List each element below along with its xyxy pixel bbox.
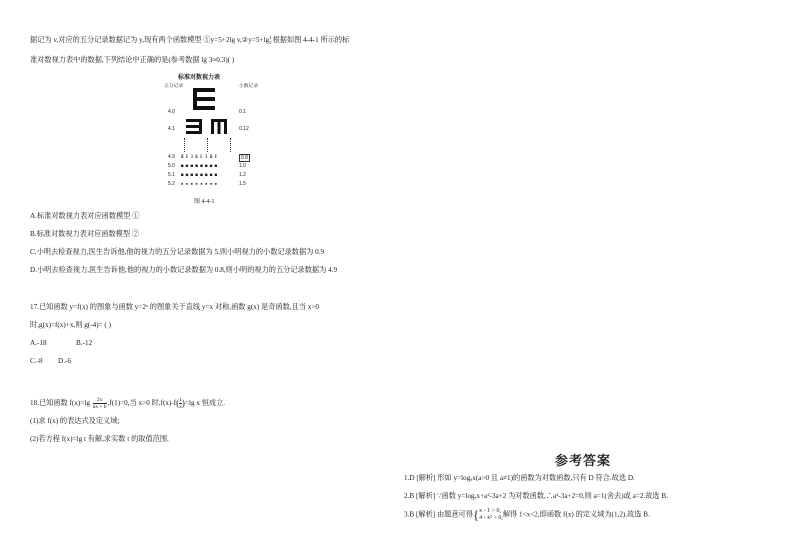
system-line-1: x - 1 > 0, bbox=[479, 508, 502, 514]
right-value: 0.1 bbox=[239, 109, 246, 115]
q18-paren-den: x bbox=[179, 404, 182, 410]
answer-1: 1.D [解析] 形如 y=logₐx(a>0 且 a≠1)的函数为对数函数,只有 D 符合.故选 D. bbox=[404, 474, 635, 482]
small-e-row: ■■■■■■■■ bbox=[181, 163, 220, 168]
q16-option-a: A.标准对数视力表对应函数模型 ① bbox=[30, 212, 140, 220]
eye-chart-figure bbox=[160, 72, 260, 205]
q17-option-a: A.-18 bbox=[30, 339, 47, 347]
right-value: 0.12 bbox=[239, 126, 249, 132]
q16-line1 bbox=[30, 36, 349, 46]
left-value: 4.9 bbox=[168, 154, 175, 160]
q16-option-b: B.标准对数视力表对应函数模型 ② bbox=[30, 230, 140, 238]
q18-frac-den: ax + b bbox=[92, 404, 107, 410]
q18-line1-pre: 18.已知函数 f(x)=lg bbox=[30, 399, 90, 408]
q16-frac-den: v bbox=[269, 41, 272, 46]
q17-option-c: C.-8 bbox=[30, 357, 43, 365]
q18-line1-mid: ,f(1)=0,当 x>0 时,f(x)-f bbox=[107, 399, 177, 408]
left-value: 5.1 bbox=[168, 172, 175, 178]
q18-right-paren: ) bbox=[181, 398, 185, 408]
q18-paren-num: 1 bbox=[179, 397, 182, 403]
small-e-row: ШЕЗШЕЗШЕ bbox=[181, 154, 220, 159]
q18-part1: (1)求 f(x) 的表达式及定义域; bbox=[30, 417, 120, 425]
q16-option-c: C.小明去检查视力,医生告诉他,他的视力的五分记录数据为 5,则小明视力的小数记录数据为 0.9 bbox=[30, 248, 325, 256]
eye-chart-left-label: 五分记录 bbox=[164, 84, 184, 89]
answer-3 bbox=[404, 508, 650, 521]
answer-2: 2.B [解析] ∵函数 y=logₐx+a²-3a+2 为对数函数,∴a²-3a+2=0,则 a=1(舍去)或 a=2.故选 B. bbox=[404, 492, 668, 500]
q16-frac-num: 1 bbox=[269, 36, 272, 41]
q18-line1-post: =lg x 恒成立. bbox=[184, 399, 226, 408]
q16-line2: 准对数视力表中的数据,下列结论中正确的是(参考数据 lg 3≈0.3)( ) bbox=[30, 56, 235, 64]
chart-dotted-line bbox=[230, 138, 232, 152]
e-symbol-left-facing bbox=[186, 119, 202, 134]
right-value: 1.2 bbox=[239, 172, 246, 178]
q18-part2: (2)若方程 f(x)=lg t 有解,求实数 t 的取值范围. bbox=[30, 435, 169, 443]
right-value: 1.0 bbox=[239, 163, 246, 169]
figure-caption: 图 4-4-1 bbox=[194, 199, 215, 205]
inequality-system bbox=[479, 508, 503, 521]
big-e-symbol bbox=[193, 88, 215, 110]
system-brace: { bbox=[472, 506, 480, 522]
small-e-row: ▪▪▪▪▪▪▪▪ bbox=[181, 181, 220, 186]
q16-line1-part2: 根据如图 4-4-1 所示的标 bbox=[272, 36, 350, 44]
chart-dotted-line bbox=[207, 138, 209, 152]
q18-frac-num: 2x bbox=[93, 397, 107, 404]
left-value: 4.0 bbox=[168, 109, 175, 115]
right-value: 1.5 bbox=[239, 181, 246, 187]
left-value: 4.1 bbox=[168, 126, 175, 132]
q18-left-paren: ( bbox=[176, 398, 180, 408]
small-e-row: ■■■■■■■■ bbox=[181, 172, 220, 177]
answer-3-pre: 3.B [解析] 由题意可得 bbox=[404, 510, 473, 519]
left-value: 5.2 bbox=[168, 181, 175, 187]
left-value: 5.0 bbox=[168, 163, 175, 169]
system-line-2: 4 - x² > 0, bbox=[479, 514, 503, 521]
eye-chart-right-label: 小数记录 bbox=[239, 84, 259, 89]
q18-fraction bbox=[93, 397, 107, 410]
q16-option-d: D.小明去检查视力,医生告诉他,他的视力的小数记录数据为 0.8,则小明的视力的五分记录数据为 4.9 bbox=[30, 266, 338, 274]
right-value: 0.8 bbox=[241, 155, 248, 161]
q17-line2: 时,g(x)=f(x)+x,则 g(-4)= ( ) bbox=[30, 321, 112, 329]
q16-line1-part1: 据记为 v,对应的五分记录数据记为 y,现有两个函数模型 ①y=5+2lg v,②y=5+lg bbox=[30, 36, 270, 44]
answers-title: 参考答案 bbox=[555, 454, 612, 469]
e-symbol-down-facing bbox=[211, 119, 227, 134]
q17-option-d: D.-6 bbox=[58, 357, 71, 365]
eye-chart-title: 标准对数视力表 bbox=[178, 75, 221, 81]
q17-line1: 17.已知函数 y=f(x) 的图象与函数 y=2ˣ 的图象关于直线 y=x 对称,函数 g(x) 是奇函数,且当 x>0 bbox=[30, 303, 320, 311]
q16-fraction bbox=[269, 36, 272, 46]
q18-line1 bbox=[30, 397, 225, 410]
q17-option-b: B.-12 bbox=[76, 339, 93, 347]
chart-dotted-line bbox=[184, 138, 186, 152]
answer-3-post: 解得 1<x<2,即函数 f(x) 的定义域为(1,2).故选 B. bbox=[502, 510, 650, 519]
